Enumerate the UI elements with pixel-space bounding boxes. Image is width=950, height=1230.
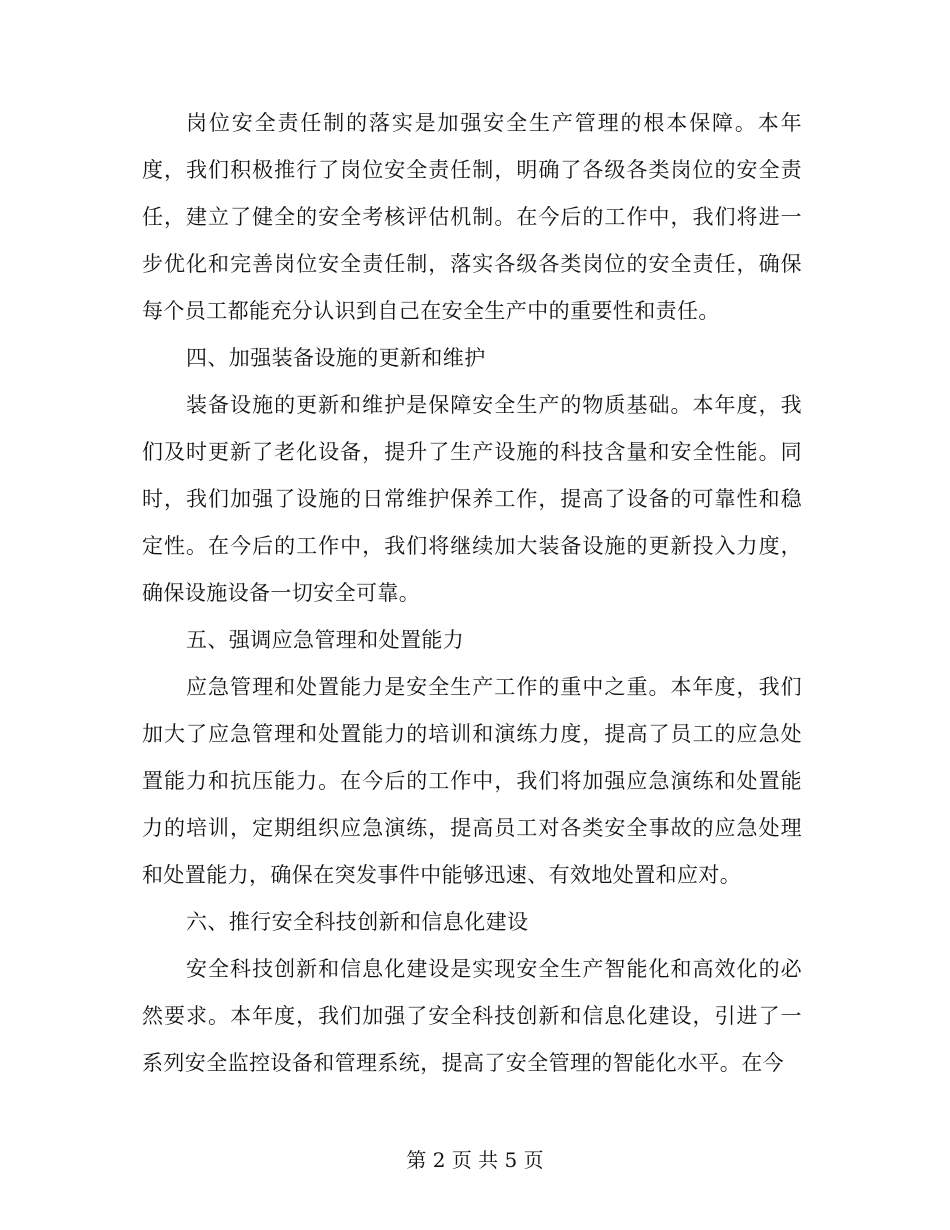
paragraph-emergency: 应急管理和处置能力是安全生产工作的重中之重。本年度，我们加大了应急管理和处置能力的培训和演练力度，提高了员工的应急处置能力和抗压能力。在今后的工作中，我们将加强应急演练和处置能力的培训，定期组织应急演练，提高员工对各类安全事故的应急处理和处置能力，确保在突发事件中能够迅速、有效地处置和应对。 bbox=[142, 675, 802, 887]
section-heading-5: 五、强调应急管理和处置能力 bbox=[186, 628, 465, 652]
page-number-label: 第 2 页 共 5 页 bbox=[406, 1148, 544, 1172]
section-heading-6: 六、推行安全科技创新和信息化建设 bbox=[186, 910, 529, 934]
paragraph-equipment: 装备设施的更新和维护是保障安全生产的物质基础。本年度，我们及时更新了老化设备，提升了生产设施的科技含量和安全性能。同时，我们加强了设施的日常维护保养工作，提高了设备的可靠性和稳定性。在今后的工作中，我们将继续加大装备设施的更新投入力度，确保设施设备一切安全可靠。 bbox=[142, 393, 802, 605]
paragraph-technology: 安全科技创新和信息化建设是实现安全生产智能化和高效化的必然要求。本年度，我们加强了安全科技创新和信息化建设，引进了一系列安全监控设备和管理系统，提高了安全管理的智能化水平。在今 bbox=[142, 957, 802, 1075]
page-footer bbox=[0, 1146, 950, 1174]
paragraph-responsibility: 岗位安全责任制的落实是加强安全生产管理的根本保障。本年度，我们积极推行了岗位安全责任制，明确了各级各类岗位的安全责任，建立了健全的安全考核评估机制。在今后的工作中，我们将进一步优化和完善岗位安全责任制，落实各级各类岗位的安全责任，确保每个员工都能充分认识到自己在安全生产中的重要性和责任。 bbox=[142, 111, 802, 323]
section-heading-4: 四、加强装备设施的更新和维护 bbox=[186, 346, 486, 370]
document-body bbox=[142, 100, 802, 1087]
